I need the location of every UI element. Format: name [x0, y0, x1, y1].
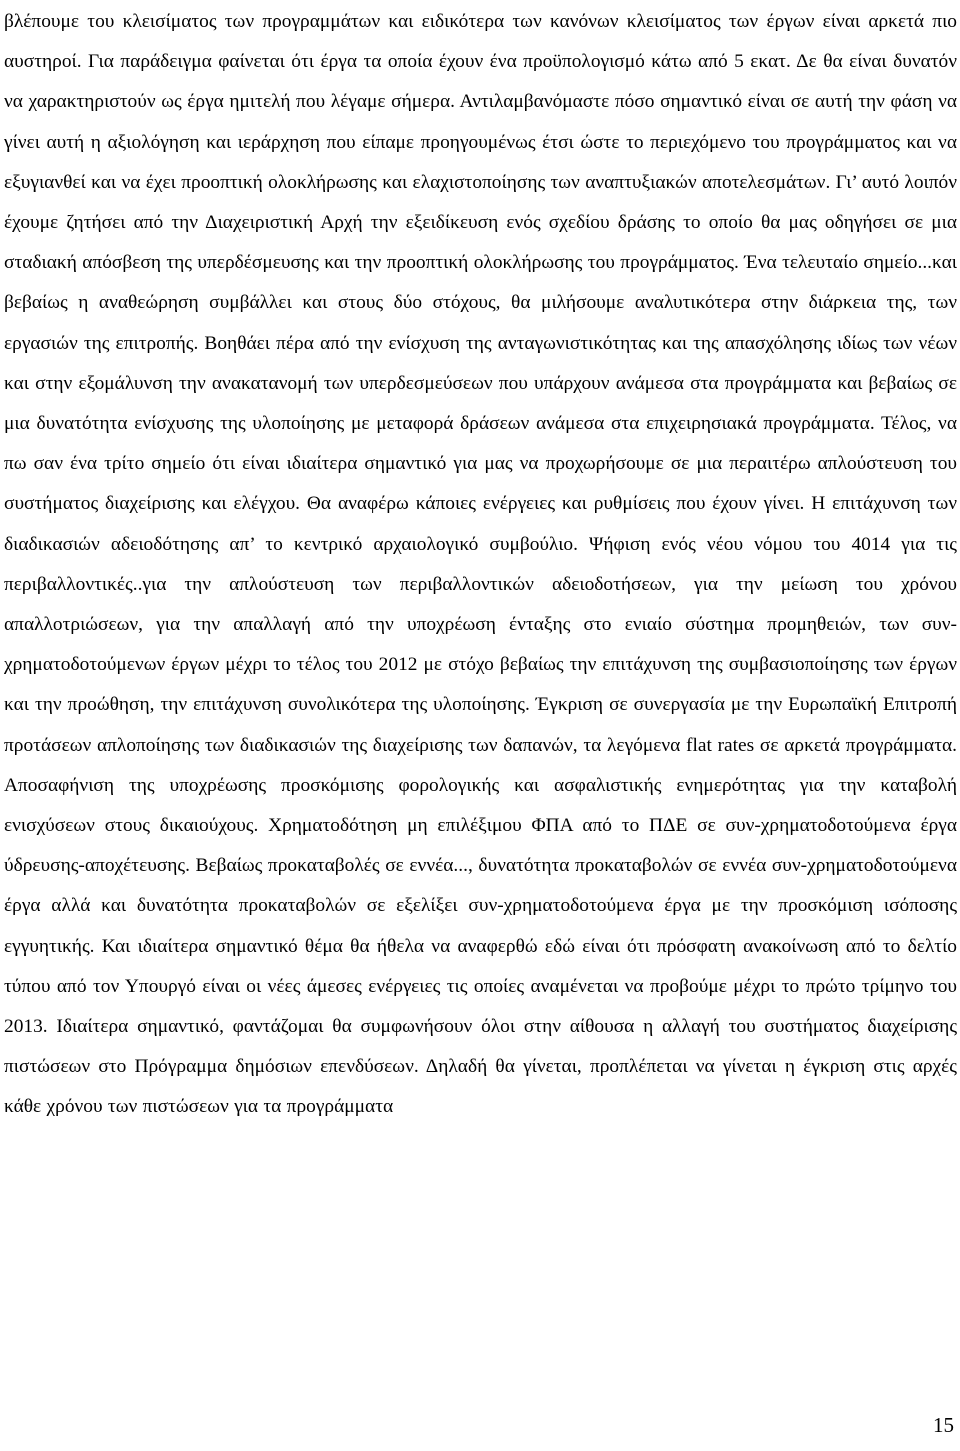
body-paragraph: βλέπουμε του κλεισίματος των προγραμμάτων και ειδικότερα των κανόνων κλεισίματος των έργων είναι αρκετά πιο αυστηροί. Για παράδειγμα φαίνεται ότι έργα τα οποία έχουν ένα προϋπολογισμό κάτω από 5 εκατ. Δε θα είναι δυνατόν να χαρακτηριστούν ως έργα ημιτελή που λέγαμε σήμερα. Αντιλαμβανόμαστε πόσο σημαντικό είναι σε αυτή την φάση να γίνει αυτή η αξιολόγηση και ιεράρχηση που είπαμε προηγουμένως έτσι ώστε το περιεχόμενο του προγράμματος και να εξυγιανθεί και να έχει προοπτική ολοκλήρωσης και ελαχιστοποίησης των αναπτυξιακών αποτελεσμάτων. Γι’ αυτό λοιπόν έχουμε ζητήσει από την Διαχειριστική Αρχή την εξειδίκευση ενός σχεδίου δράσης το οποίο θα μας οδηγήσει σε μια σταδιακή απόσβεση της υπερδέσμευσης και την προοπτική ολοκλήρωσης του προγράμματος. Ένα τελευταίο σημείο...και βεβαίως η αναθεώρηση συμβάλλει και στους δύο στόχους, θα μιλήσουμε αναλυτικότερα στην διάρκεια της, των εργασιών της επιτροπής. Βοηθάει πέρα από την ενίσχυση της ανταγωνιστικότητας και της απασχόλησης ιδίως των νέων και στην εξομάλυνση την ανακατανομή των υπερδεσμεύσεων που υπάρχουν ανάμεσα στα προγράμματα και βεβαίως σε μια δυνατότητα ενίσχυσης της υλοποίησης με μεταφορά δράσεων ανάμεσα στα επιχειρησιακά προγράμματα. Τέλος, να πω σαν ένα τρίτο σημείο ότι είναι ιδιαίτερα σημαντικό για μας να προχωρήσουμε σε μια περαιτέρω απλούστευση του συστήματος διαχείρισης και ελέγχου. Θα αναφέρω κάποιες ενέργειες και ρυθμίσεις που έχουν γίνει. Η επιτάχυνση των διαδικασιών αδειοδότησης απ’ το κεντρικό αρχαιολογικό συμβούλιο. Ψήφιση ενός νέου νόμου του 4014 για τις περιβαλλοντικές..για την απλούστευση των περιβαλλοντικών αδειοδοτήσεων, για την μείωση του χρόνου απαλλοτριώσεων, για την απαλλαγή από την υποχρέωση ένταξης στο ενιαίο σύστημα προμηθειών, των συν-χρηματοδοτούμενων έργων μέχρι το τέλος του 2012 με στόχο βεβαίως την επιτάχυνση της συμβασιοποίησης των έργων και την προώθηση, την επιτάχυνση συνολικότερα της υλοποίησης. Έγκριση σε συνεργασία με την Ευρωπαϊκή Επιτροπή προτάσεων απλοποίησης των διαδικασιών της διαχείρισης των δαπανών, τα λεγόμενα flat rates σε αρκετά προγράμματα. Αποσαφήνιση της υποχρέωσης προσκόμισης φορολογικής και ασφαλιστικής ενημερότητας για την καταβολή ενισχύσεων στους δικαιούχους. Χρηματοδότηση μη επιλέξιμου ΦΠΑ από το ΠΔΕ σε συν-χρηματοδοτούμενα έργα ύδρευσης-αποχέτευσης. Βεβαίως προκαταβολές σε εννέα..., δυνατότητα προκαταβολών σε εννέα συν-χρηματοδοτούμενα έργα αλλά και δυνατότητα προκαταβολών σε εξελίξει συν-χρηματοδοτούμενα έργα με την προσκόμιση ισόποσης εγγυητικής. Και ιδιαίτερα σημαντικό θέμα θα ήθελα να αναφερθώ εδώ είναι ότι πρόσφατη ανακοίνωση από το δελτίο τύπου από τον Υπουργό είναι οι νέες άμεσες ενέργειες τις οποίες αναμένεται να προβούμε μέχρι το πρώτο τρίμηνο του 2013. Ιδιαίτερα σημαντικό, φαντάζομαι θα συμφωνήσουν όλοι στην αίθουσα η αλλαγή του συστήματος διαχείρισης πιστώσεων στο Πρόγραμμα δημόσιων επενδύσεων. Δηλαδή θα γίνεται, προπλέπεται να γίνεται η έγκριση στις αρχές κάθε χρόνου των πιστώσεων για τα προγράμματα	[4, 11, 957, 1118]
page-number: 15	[933, 1413, 954, 1437]
